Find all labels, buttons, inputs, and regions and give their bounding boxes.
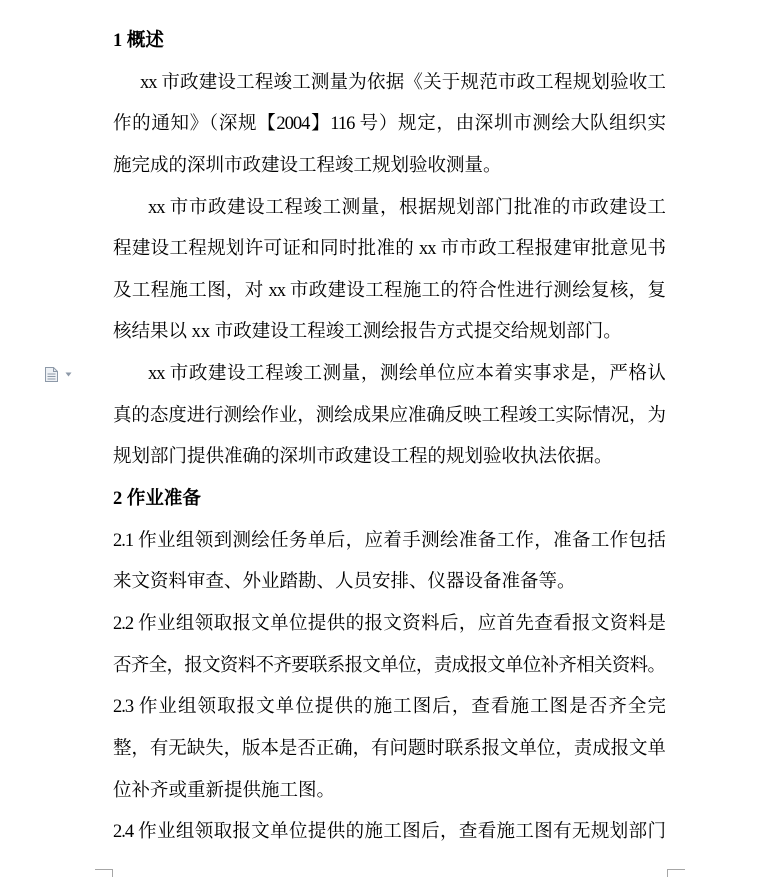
document-body[interactable] <box>113 21 665 854</box>
numbered-item-2-2 <box>113 604 665 687</box>
paragraph-handle[interactable] <box>44 366 74 383</box>
paragraph-line: 来文资料审查、外业踏勘、人员安排、仪器设备准备等。 <box>113 572 576 593</box>
paragraph <box>113 63 665 188</box>
crop-mark-bottom-left-vertical <box>112 869 113 877</box>
paragraph-line: 规划部门提供准确的深圳市政建设工程的规划验收执法依据。 <box>113 447 613 468</box>
paragraph-line: 真的态度进行测绘作业，测绘成果应准确反映工程竣工实际情况，为 <box>113 405 665 426</box>
paragraph-line: 整，有无缺失，版本是否正确，有问题时联系报文单位，责成报文单 <box>113 738 665 759</box>
paragraph <box>113 188 665 355</box>
chevron-down-icon[interactable] <box>65 372 72 377</box>
paragraph-line: xx 市市政建设工程竣工测量，根据规划部门批准的市政建设工 <box>148 197 665 218</box>
numbered-item-2-3 <box>113 687 665 812</box>
paragraph-line: 位补齐或重新提供施工图。 <box>113 780 336 801</box>
paragraph-line: 及工程施工图，对 xx 市政建设工程施工的符合性进行测绘复核，复 <box>113 280 665 301</box>
numbered-item-2-4 <box>113 812 665 854</box>
paragraph-line: 施完成的深圳市政建设工程竣工规划验收测量。 <box>113 155 502 176</box>
crop-mark-bottom-right-vertical <box>667 869 668 877</box>
paragraph-line: 程建设工程规划许可证和同时批准的 xx 市市政工程报建审批意见书 <box>113 239 665 260</box>
paragraph-line: 2.2 作业组领取报文单位提供的报文资料后，应首先查看报文资料是 <box>113 613 665 634</box>
paragraph-line: xx 市政建设工程竣工测量为依据《关于规范市政工程规划验收工 <box>140 72 665 93</box>
paragraph-line: 2.4 作业组领取报文单位提供的施工图后，查看施工图有无规划部门 <box>113 822 665 843</box>
paragraph-line: 2.3 作业组领取报文单位提供的施工图后，查看施工图是否齐全完 <box>113 697 665 718</box>
paragraph-line: 核结果以 xx 市政建设工程竣工测绘报告方式提交给规划部门。 <box>113 322 622 343</box>
numbered-item-2-1 <box>113 521 665 604</box>
crop-mark-bottom-right-horizontal <box>667 869 685 870</box>
paragraph-line: 否齐全，报文资料不齐要联系报文单位，责成报文单位补齐相关资料。 <box>113 655 665 676</box>
document-icon <box>44 366 59 383</box>
paragraph <box>113 354 665 479</box>
paragraph-line: xx 市政建设工程竣工测量，测绘单位应本着实事求是，严格认 <box>148 364 665 385</box>
heading-overview: 1 概述 <box>113 31 164 51</box>
paragraph-line: 作的通知》（深规【2004】116 号）规定，由深圳市测绘大队组织实 <box>113 114 665 135</box>
crop-mark-bottom-left-horizontal <box>95 869 113 870</box>
heading-preparation: 2 作业准备 <box>113 489 201 510</box>
paragraph-line: 2.1 作业组领到测绘任务单后，应着手测绘准备工作，准备工作包括 <box>113 530 665 551</box>
